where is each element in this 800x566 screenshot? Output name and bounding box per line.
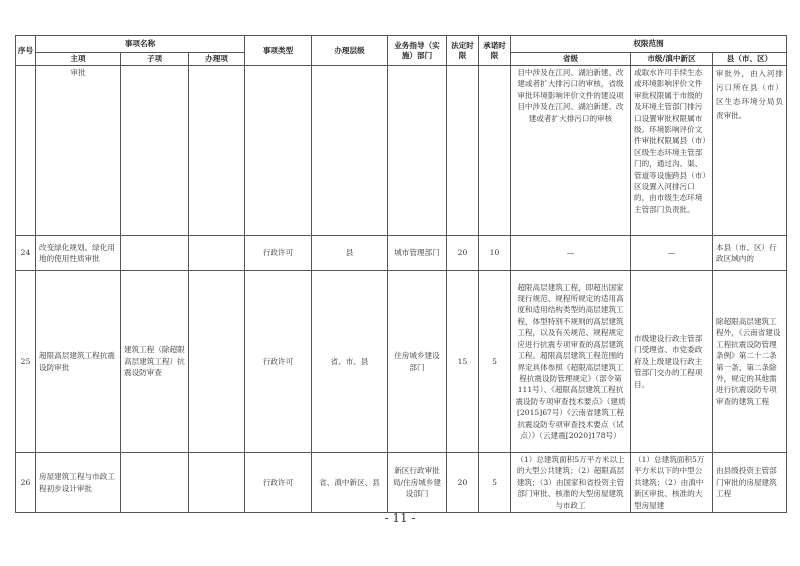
cell-level: 省、市、县 xyxy=(312,271,388,453)
cell-sub xyxy=(121,66,189,236)
table-row xyxy=(16,271,787,453)
cell-legal: 20 xyxy=(447,453,479,513)
cell-promise: 5 xyxy=(479,271,511,453)
cell-province: 目中涉及在江河、湖泊新建、改建或者扩大排污口的审核，省级审批环境影响评价文件的建设项目中涉及在江河、湖泊新建、改建或者扩大排污口的审核 xyxy=(511,66,631,236)
cell-type xyxy=(245,66,312,236)
cell-legal: 20 xyxy=(447,236,479,271)
header-row-1 xyxy=(16,36,787,53)
cell-sub xyxy=(121,453,189,513)
header-scope: 权限范围 xyxy=(511,36,787,53)
cell-type: 行政许可 xyxy=(245,453,312,513)
cell-main: 改变绿化规划、绿化用地的使用性质审批 xyxy=(36,236,121,271)
cell-county: 除超限高层建筑工程外，《云南省建设工程抗震设防管理条例》第二十二条第一条、第二条除外，规定的其他需进行抗震设防专项审查的建筑工程 xyxy=(713,271,787,453)
cell-promise xyxy=(479,66,511,236)
cell-main: 审批 xyxy=(36,66,121,236)
page-number: - 11 - xyxy=(384,511,416,525)
header-handle-item: 办理项 xyxy=(189,53,245,66)
header-dept: 业务指导（实施）部门 xyxy=(388,36,447,66)
cell-city: 市级建设行政主管部门受理省、市党委政府及上级建设行政主管部门交办的工程项目。 xyxy=(631,271,713,453)
cell-handle xyxy=(189,453,245,513)
table-row xyxy=(16,66,787,236)
cell-county: 本县（市、区）行政区域内的 xyxy=(713,236,787,271)
cell-county: 审批外，由入河排污口所在县（市）区生态环境分局负责审批。 xyxy=(713,66,787,236)
cell-main: 超限高层建筑工程抗震设防审批 xyxy=(36,271,121,453)
cell-dept xyxy=(388,66,447,236)
header-legal-limit: 法定时限 xyxy=(447,36,479,66)
header-item-type: 事项类型 xyxy=(245,36,312,66)
cell-promise: 5 xyxy=(479,453,511,513)
cell-handle xyxy=(189,66,245,236)
header-county: 县（市、区） xyxy=(713,53,787,66)
cell-handle xyxy=(189,271,245,453)
header-seq: 序号 xyxy=(16,36,36,66)
cell-county: 由县级投资主管部门审批的房屋建筑工程 xyxy=(713,453,787,513)
cell-handle xyxy=(189,236,245,271)
cell-type: 行政许可 xyxy=(245,271,312,453)
cell-dept: 城市管理部门 xyxy=(388,236,447,271)
cell-sub: 建筑工程（除超限高层建筑工程）抗震设防审查 xyxy=(121,271,189,453)
cell-province: 超限高层建筑工程，即超出国家现行规范、规程所规定的适用高度和适用结构类型的高层建筑工程，体型特别不规则的高层建筑工程，以及有关规范、规程规定应进行抗震专项审查的高层建筑工程。超限高层建筑工程范围的界定具体参照《超限高层建筑工程抗震设防管理规定》（部令第111号）、《超限高层建筑工程抗震设防专项审查技术要点》（建质[2015]67号）《云南省建筑工程抗震设防专项审查技术要点（试点）》（云建震[2020]178号） xyxy=(511,271,631,453)
cell-legal xyxy=(447,66,479,236)
header-item-name: 事项名称 xyxy=(36,36,245,53)
header-sub-item: 子项 xyxy=(121,53,189,66)
table-row xyxy=(16,236,787,271)
cell-city: 或取水许可手续生态或环境影响评价文件审批权限属于市级的及环境主管部门排污口设置审批权限属市级。环境影响评价文件审批权限属县（市）区级生态环境主管部门的，通过沟、渠、管道等设施跨县（市）区设置入河排污口的，由市级生态环境主管部门负责批。 xyxy=(631,66,713,236)
cell-level: 省、滇中新区、县 xyxy=(312,453,388,513)
table-row xyxy=(16,453,787,513)
header-level: 办理层级 xyxy=(312,36,388,66)
cell-province: （1）总建筑面积5万平方米以上的大型公共建筑；（2）超限高层建筑；（3）由国家和省投资主管部门审批、核准的大型房屋建筑与市政工 xyxy=(511,453,631,513)
cell-level: 县 xyxy=(312,236,388,271)
cell-dept: 住房城乡建设部门 xyxy=(388,271,447,453)
cell-sub xyxy=(121,236,189,271)
cell-seq: 25 xyxy=(16,271,36,453)
header-main-item: 主项 xyxy=(36,53,121,66)
cell-seq xyxy=(16,66,36,236)
cell-dept: 新区行政审批局/住房城乡建设部门 xyxy=(388,453,447,513)
cell-city: — xyxy=(631,236,713,271)
cell-city: （1）总建筑面积5万平方米以下的中型公共建筑；（2）由滇中新区审批、核准的大型房屋建 xyxy=(631,453,713,513)
cell-seq: 26 xyxy=(16,453,36,513)
cell-level xyxy=(312,66,388,236)
cell-main: 房屋建筑工程与市政工程初步设计审批 xyxy=(36,453,121,513)
cell-promise: 10 xyxy=(479,236,511,271)
cell-type: 行政许可 xyxy=(245,236,312,271)
cell-seq: 24 xyxy=(16,236,36,271)
cell-legal: 15 xyxy=(447,271,479,453)
header-city: 市级/滇中新区 xyxy=(631,53,713,66)
cell-province: — xyxy=(511,236,631,271)
header-promise-limit: 承诺时限 xyxy=(479,36,511,66)
permission-table xyxy=(15,35,787,513)
header-province: 省级 xyxy=(511,53,631,66)
